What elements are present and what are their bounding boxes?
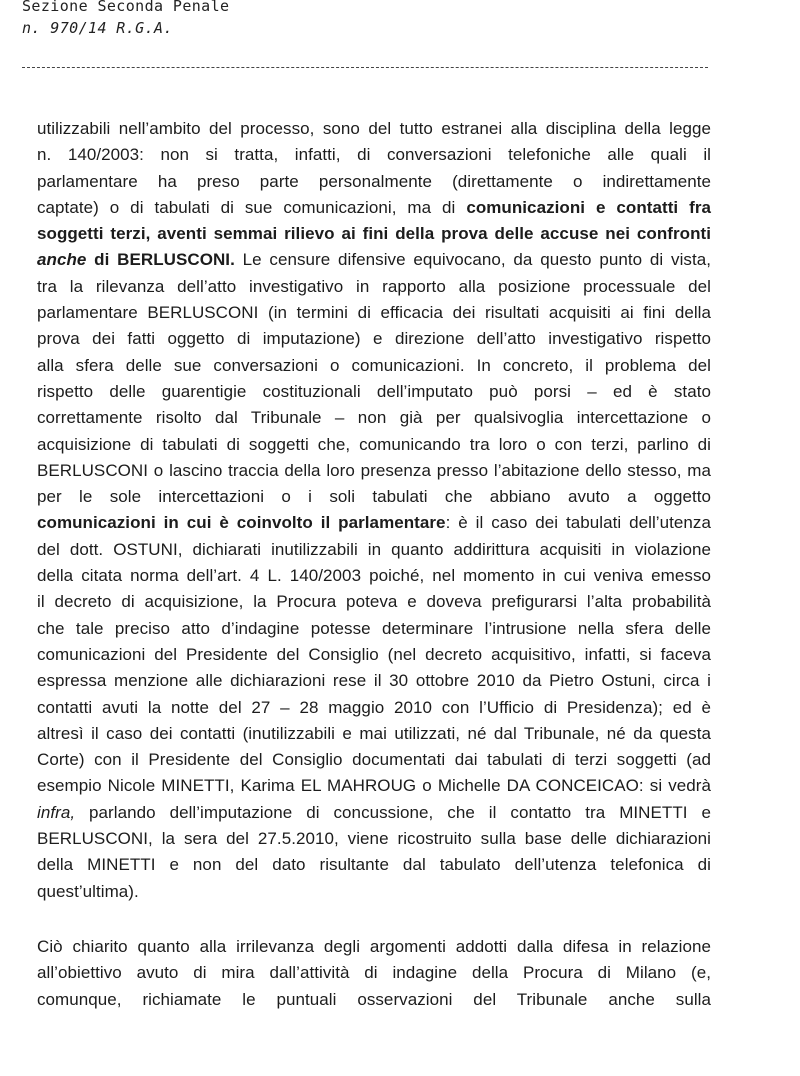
- text-line: Corte) con il Presidente del Consiglio documentati dai tabulati di terzi soggetti (ad: [37, 750, 711, 770]
- text-line: acquisizione di tabulati di soggetti che, comunicando tra loro o con terzi, parlino di: [37, 434, 711, 454]
- text-line: contatti avuti la notte del 27 – 28 maggio 2010 con l’Ufficio di Presidenza); ed è: [37, 697, 711, 717]
- text-line: esempio Nicole MINETTI, Karima EL MAHROUG o Michelle DA CONCEICAO: si vedrà: [37, 776, 711, 796]
- text-line: [37, 195, 711, 221]
- text-line: Ciò chiarito quanto alla irrilevanza degli argomenti addotti dalla difesa in relazione: [37, 936, 711, 956]
- paragraph-1: [37, 116, 711, 905]
- bold-run: comunicazioni e contatti fra: [466, 197, 711, 217]
- header-divider: [22, 67, 708, 68]
- text-run: parlando dell’imputazione di concussione, che il contatto tra MINETTI e: [75, 802, 711, 822]
- bold-run: soggetti terzi, aventi semmai rilievo ai fini della prova delle accuse nei confronti: [37, 224, 711, 244]
- text-line: [37, 800, 711, 826]
- paragraph-2: [37, 934, 711, 1013]
- text-line: altresì il caso dei contatti (inutilizzabili e mai utilizzati, né dal Tribunale, né da questa: [37, 723, 711, 743]
- text-line: [37, 247, 711, 273]
- text-line: della MINETTI e non del dato risultante dal tabulato dell’utenza telefonica di: [37, 855, 711, 875]
- text-line: utilizzabili nell’ambito del processo, sono del tutto estranei alla disciplina della legge: [37, 119, 711, 138]
- text-line: del dott. OSTUNI, dichiarati inutilizzabili in quanto addirittura acquisiti in violazione: [37, 539, 711, 559]
- text-line: BERLUSCONI o lascino traccia della loro presenza presso l’abitazione dello stesso, ma: [37, 460, 711, 480]
- case-number: n. 970/14 R.G.A.: [22, 19, 173, 37]
- text-line: rispetto delle guarentigie costituzionali dell’imputato può porsi – ed è stato: [37, 381, 711, 401]
- text-line: il decreto di acquisizione, la Procura poteva e doveva prefigurarsi l’alta probabilità: [37, 592, 711, 612]
- text-line: parlamentare ha preso parte personalmente (direttamente o indirettamente: [37, 171, 711, 191]
- text-line: comunicazioni del Presidente del Consiglio (nel decreto acquisitivo, infatti, si faceva: [37, 644, 711, 664]
- text-line: prova dei fatti oggetto di imputazione) e direzione dell’atto investigativo rispetto: [37, 329, 711, 349]
- text-line: che tale preciso atto d’indagine potesse determinare l’intrusione nella sfera delle: [37, 618, 711, 638]
- text-line: parlamentare BERLUSCONI (in termini di efficacia dei risultati acquisiti ai fini della: [37, 303, 711, 323]
- text-run: di BERLUSCONI.: [86, 250, 235, 270]
- court-section: Sezione Seconda Penale: [22, 0, 230, 15]
- text-line: all’obiettivo avuto di mira dall’attività di indagine della Procura di Milano (e,: [37, 963, 711, 983]
- bold-run: [37, 250, 235, 269]
- text-line: tra la rilevanza dell’atto investigativo in rapporto alla posizione processuale del: [37, 276, 711, 296]
- text-run: Le censure difensive equivocano, da questo punto di vista,: [234, 250, 711, 270]
- text-line: n. 140/2003: non si tratta, infatti, di conversazioni telefoniche alle quali il: [37, 145, 711, 165]
- text-line: comunque, richiamate le puntuali osservazioni del Tribunale anche sulla: [37, 989, 711, 1009]
- text-line: alla sfera delle sue conversazioni o comunicazioni. In concreto, il problema del: [37, 355, 711, 375]
- bold-run: comunicazioni in cui è coinvolto il parlamentare: [37, 513, 446, 533]
- text-line: BERLUSCONI, la sera del 27.5.2010, viene ricostruito sulla base delle dichiarazioni: [37, 829, 711, 849]
- text-line: espressa menzione alle dichiarazioni rese il 30 ottobre 2010 da Pietro Ostuni, circa i: [37, 671, 711, 691]
- italic-run: anche: [37, 250, 87, 270]
- text-line: quest’ultima).: [37, 881, 139, 901]
- text-line: correttamente risolto dal Tribunale – non già per qualsivoglia intercettazione o: [37, 408, 711, 428]
- text-line: [37, 221, 711, 247]
- italic-run: infra,: [37, 802, 76, 822]
- page-header: [22, 0, 229, 39]
- text-line: per le sole intercettazioni o i soli tabulati che abbiano avuto a oggetto: [37, 487, 711, 507]
- text-line: della citata norma dell’art. 4 L. 140/2003 poiché, nel momento in cui veniva emesso: [37, 566, 711, 586]
- document-body: [37, 116, 711, 1013]
- text-line: [37, 510, 711, 536]
- text-run: : è il caso dei tabulati dell’utenza: [445, 513, 711, 533]
- text-run: captate) o di tabulati di sue comunicazioni, ma di: [37, 197, 467, 217]
